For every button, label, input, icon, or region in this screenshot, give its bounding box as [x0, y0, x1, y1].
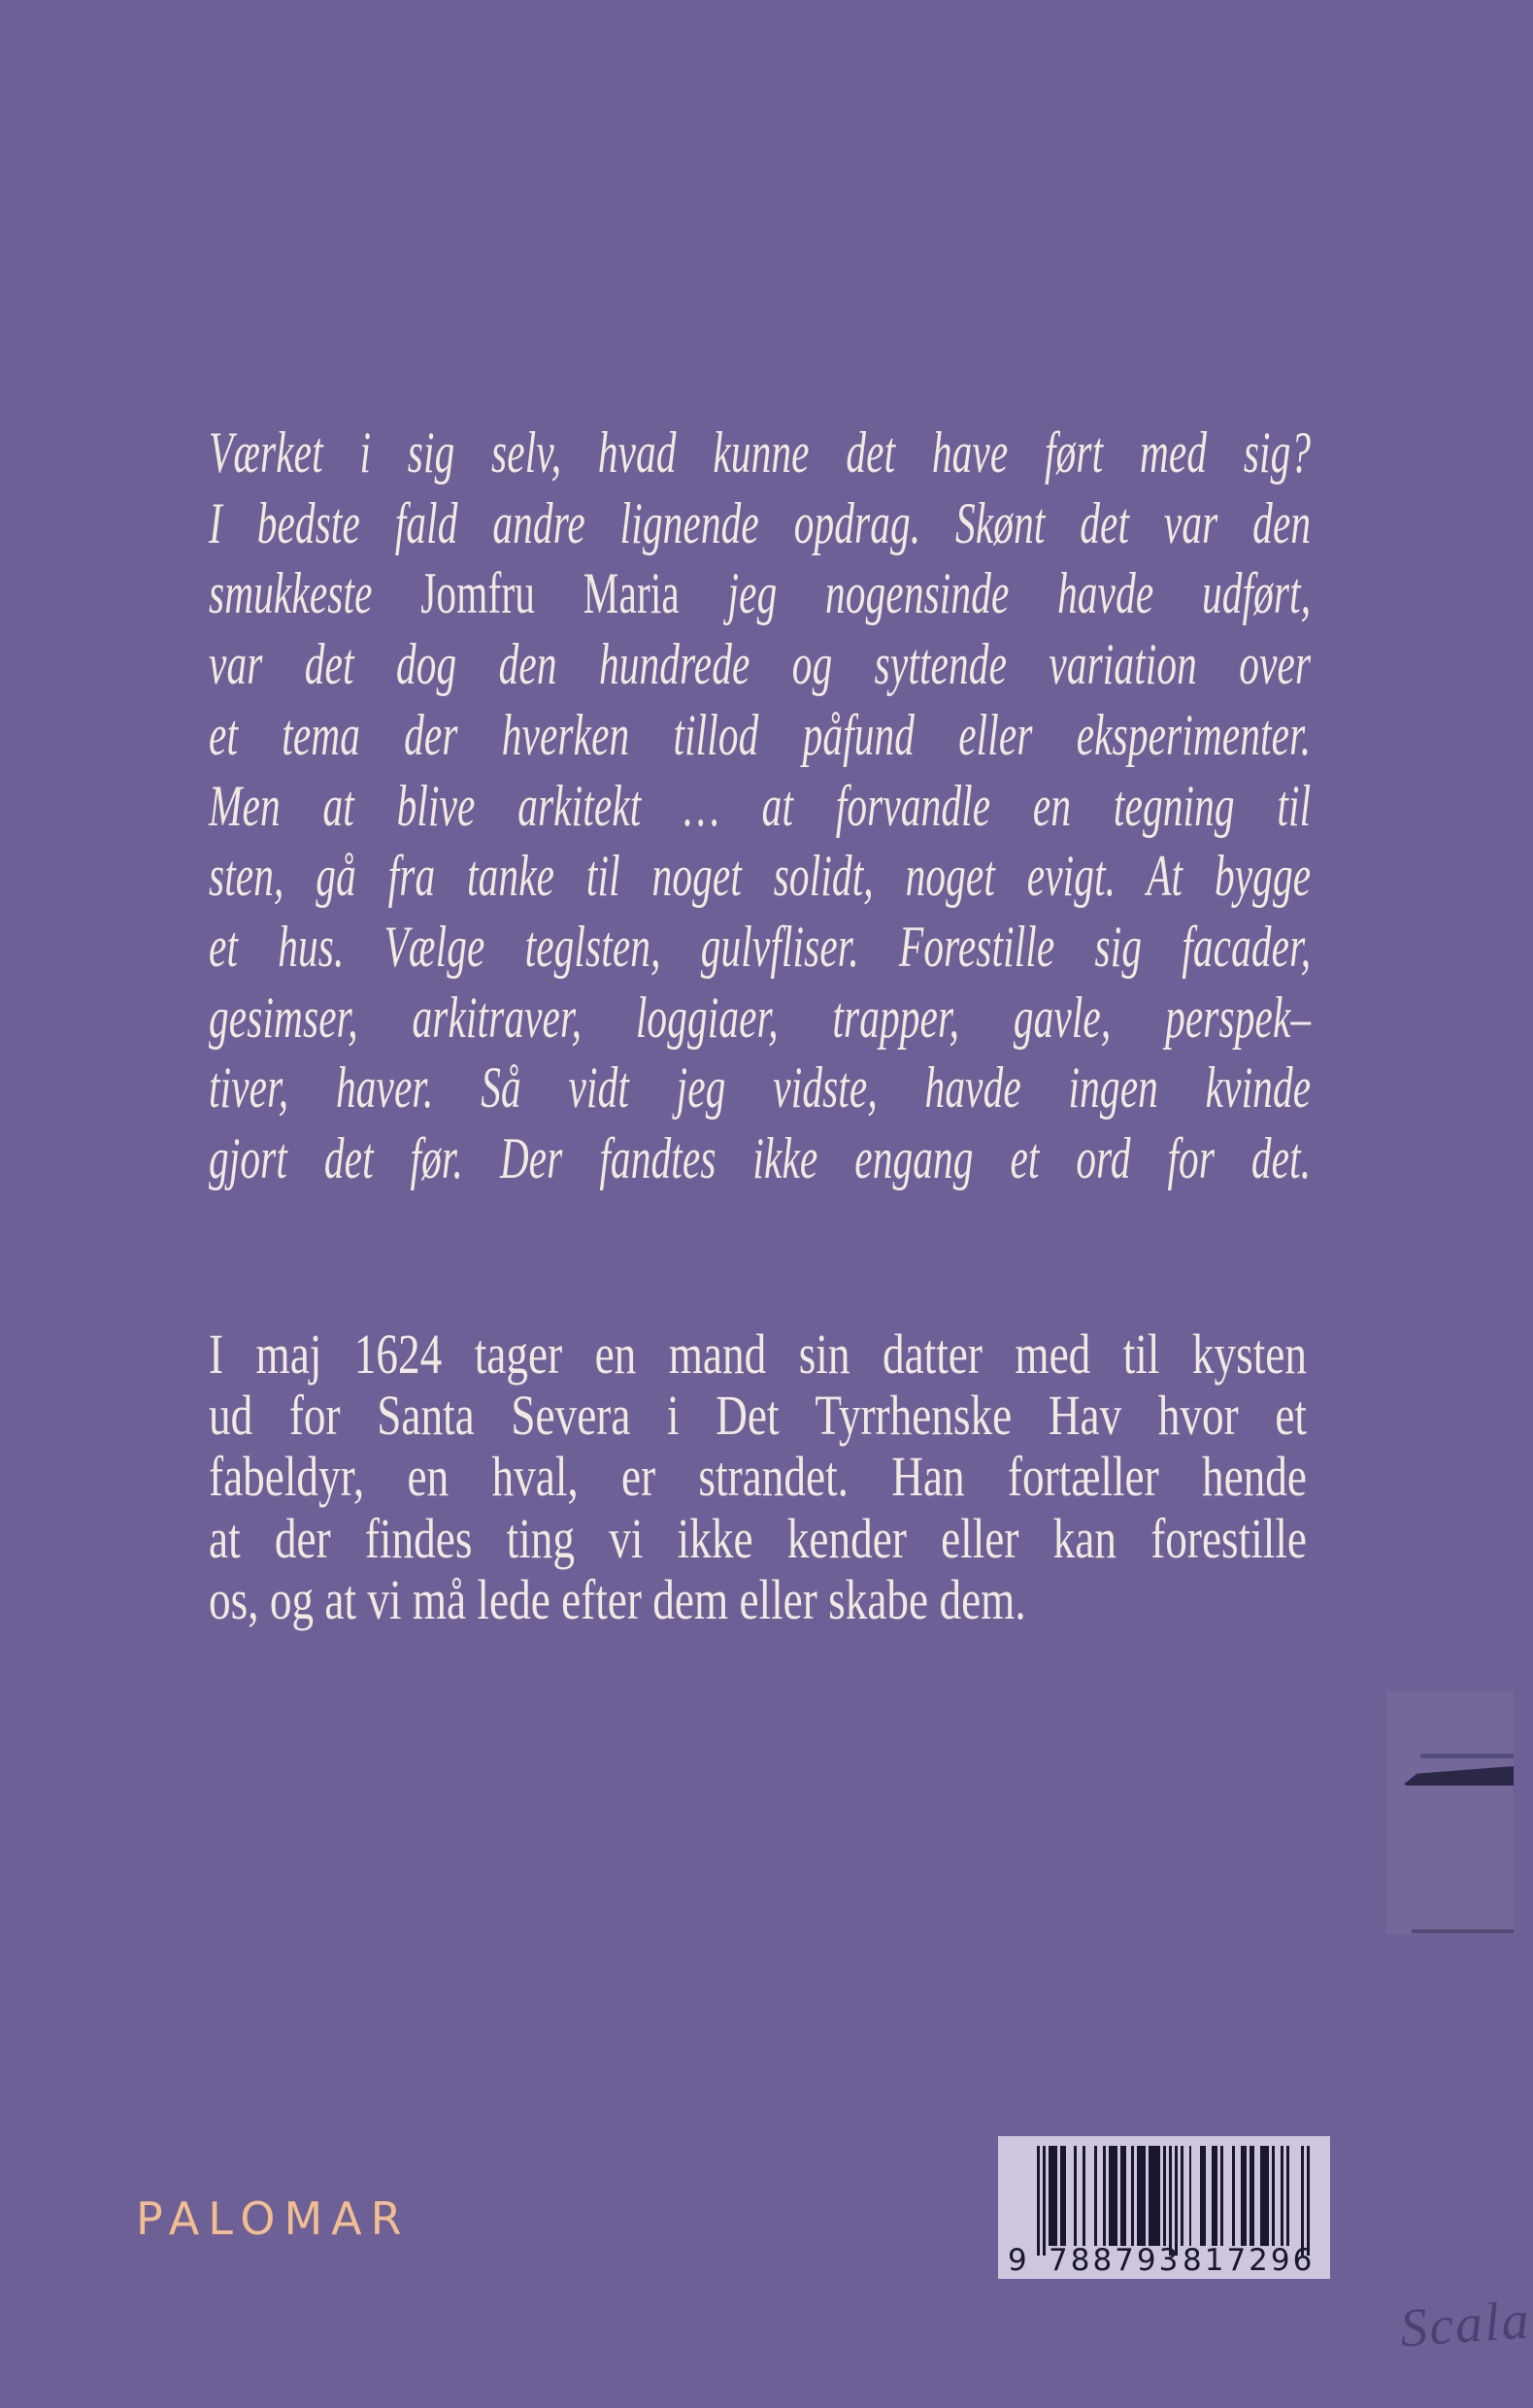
- quote-line: gjort det før. Der fandtes ikke engang et ord for det.: [209, 1126, 1312, 1191]
- page-edge-line: [1420, 1754, 1514, 1758]
- quote-line: et hus. Vælge teglsten, gulvfliser. Forestille sig facader,: [209, 914, 1312, 979]
- isbn-digit-group-1: 788793: [1049, 2243, 1182, 2278]
- synopsis-line: I maj 1624 tager en mand sin datter med til kysten: [209, 1322, 1307, 1386]
- page-edge-line: [1412, 1929, 1514, 1933]
- quote-line-segment-italic: smukkeste: [209, 561, 421, 626]
- quote-line: Værket i sig selv, hvad kunne det have ført med sig?: [209, 420, 1312, 485]
- printer-signature: Scala: [1398, 2290, 1533, 2359]
- isbn-digits: [998, 2245, 1330, 2276]
- page-edge-shadow: [1404, 1766, 1514, 1786]
- quote-line: [209, 558, 1311, 629]
- photo-page-edge-artifact: [1386, 1691, 1514, 1934]
- isbn-barcode-panel: [998, 2136, 1330, 2279]
- quote-line: var det dog den hundrede og syttende variation over: [209, 632, 1312, 697]
- quote-line-segment-upright: Jomfru Maria: [420, 561, 680, 626]
- synopsis-line: fabeldyr, en hval, er strandet. Han fortæller hende: [209, 1445, 1307, 1509]
- publisher-logo: PALOMAR: [136, 2192, 411, 2245]
- quote-line: tiver, haver. Så vidt jeg vidste, havde ingen kvinde: [209, 1055, 1312, 1120]
- quote-line: gesimser, arkitraver, loggiaer, trapper, gavle, perspek–: [209, 985, 1312, 1050]
- quote-line: Men at blive arkitekt … at forvandle en tegning til: [209, 773, 1312, 838]
- quote-paragraph: [209, 418, 1311, 1194]
- synopsis-line: os, og at vi må lede efter dem eller skabe dem.: [209, 1567, 1026, 1631]
- isbn-digit-group-2: 817296: [1183, 2243, 1316, 2278]
- quote-line: I bedste fald andre lignende opdrag. Skønt det var den: [209, 490, 1312, 555]
- isbn-digit-leading: 9: [1008, 2243, 1027, 2278]
- quote-line-segment-italic: jeg nogensinde havde udført,: [679, 561, 1312, 626]
- quote-line: et tema der hverken tillod påfund eller eksperimenter.: [209, 702, 1312, 767]
- synopsis-paragraph: [209, 1323, 1307, 1630]
- synopsis-line: ud for Santa Severa i Det Tyrrhenske Hav hvor et: [209, 1384, 1307, 1448]
- barcode-bars: [1037, 2146, 1309, 2256]
- synopsis-line: at der findes ting vi ikke kender eller kan forestille: [209, 1506, 1307, 1570]
- quote-line: sten, gå fra tanke til noget solidt, noget evigt. At bygge: [209, 844, 1312, 909]
